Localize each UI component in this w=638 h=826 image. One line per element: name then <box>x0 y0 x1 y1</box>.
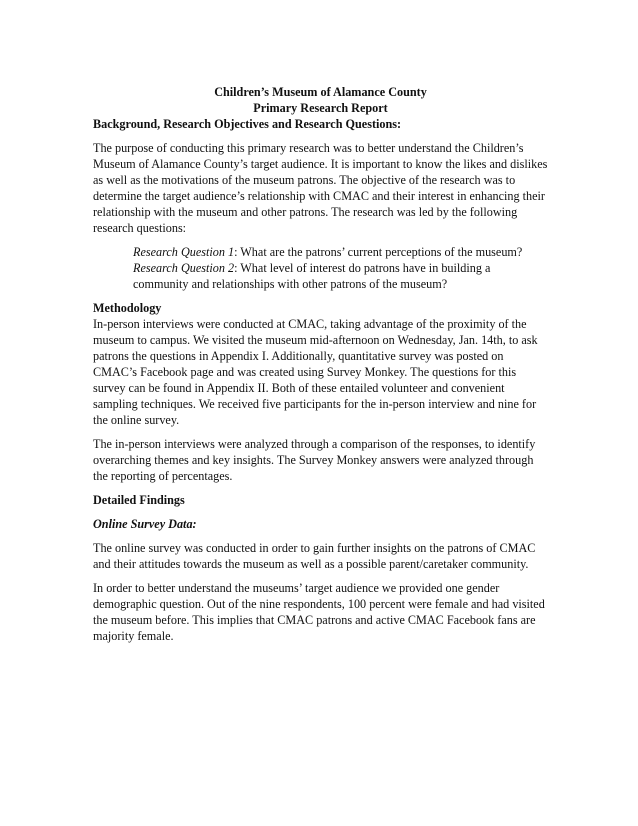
online-survey-heading: Online Survey Data: <box>93 517 197 531</box>
research-question-1-label: Research Question 1 <box>133 245 235 259</box>
research-question-1-text: : What are the patrons’ current perceptions of the museum? <box>234 245 523 259</box>
methodology-heading: Methodology <box>93 301 162 315</box>
document-page <box>93 84 548 644</box>
document-title-line-2: Primary Research Report <box>253 101 388 115</box>
methodology-paragraph-2: The in-person interviews were analyzed through a comparison of the responses, to identify overarching themes and key insights. The Survey Monkey answers were analyzed through the reporting of percentages. <box>93 437 536 483</box>
online-survey-paragraph-1: The online survey was conducted in order to gain further insights on the patrons of CMAC and their attitudes towards the museum as well as a possible parent/caretaker community. <box>93 541 536 571</box>
methodology-paragraph-1: In-person interviews were conducted at CMAC, taking advantage of the proximity of the museum to campus. We visited the museum mid-afternoon on Wednesday, Jan. 14th, to ask patrons the questions in Appendix I. Additionally, quantitative survey was posted on CMAC’s Facebook page and was created using Survey Monkey. The questions for this survey can be found in Appendix II. Both of these entailed volunteer and convenient sampling techniques. We received five participants for the in-person interview and nine for the online survey. <box>93 317 538 427</box>
detailed-findings-heading: Detailed Findings <box>93 493 185 507</box>
online-survey-paragraph-2: In order to better understand the museums’ target audience we provided one gender demographic question. Out of the nine respondents, 100 percent were female and had visited the museum before. This implies that CMAC patrons and active CMAC Facebook fans are majority female. <box>93 581 545 643</box>
research-question-1 <box>133 244 543 260</box>
background-paragraph: The purpose of conducting this primary research was to better understand the Children’s Museum of Alamance County’s target audience. It is important to know the likes and dislikes as well as the motivations of the museum patrons. The objective of the research was to determine the target audience’s relationship with CMAC and their interest in enhancing their relationship with the museum and other patrons. The research was led by the following research questions: <box>93 141 548 235</box>
research-question-2-text: : What level of interest do patrons have in building a community and relationships with other patrons of the museum? <box>133 261 491 291</box>
research-question-2 <box>133 260 543 292</box>
research-question-2-label: Research Question 2 <box>133 261 235 275</box>
document-title-line-1: Children’s Museum of Alamance County <box>214 85 427 99</box>
background-heading: Background, Research Objectives and Research Questions: <box>93 117 402 131</box>
